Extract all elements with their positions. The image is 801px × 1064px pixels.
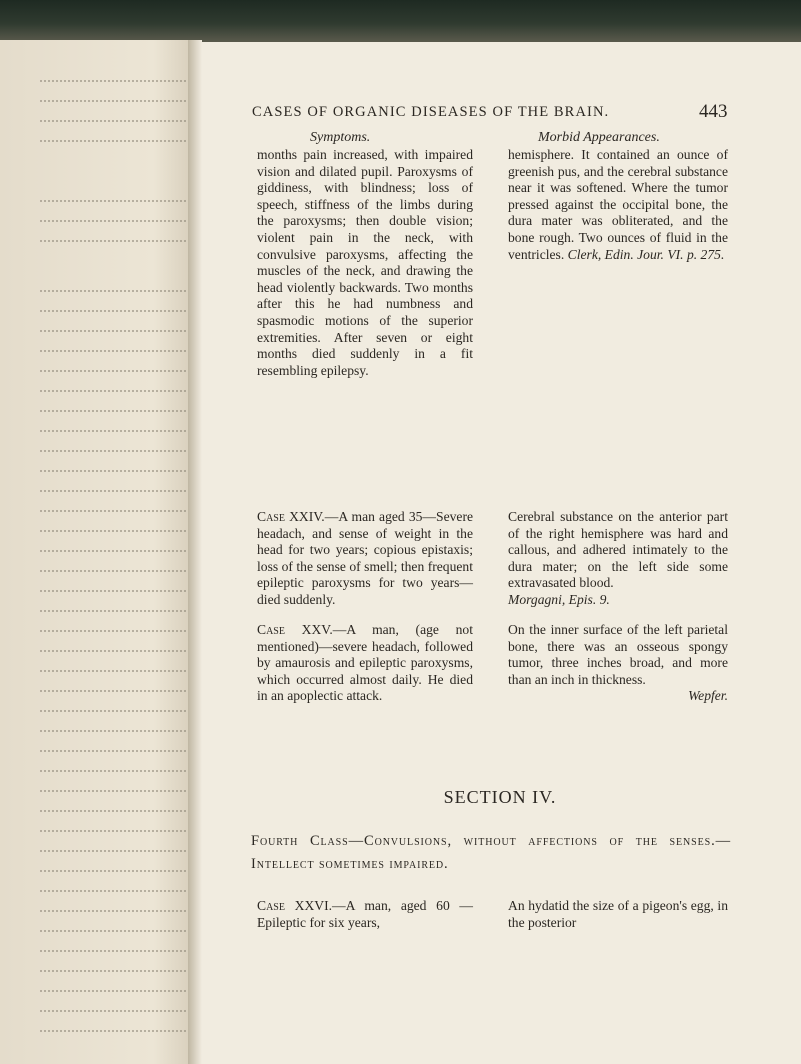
page-number: 443: [699, 101, 728, 122]
symptoms-heading: Symptoms.: [310, 130, 371, 145]
class-title: Fourth Class—Convulsions, without affections of the senses.—Intellect sometimes impaired.: [251, 833, 731, 872]
case-24-appearances: [508, 509, 728, 609]
case-26-symptoms: [257, 898, 473, 931]
citation-wepfer: Wepfer.: [688, 688, 728, 704]
case-26-symptoms-text: —A man, aged 60 — Epileptic for six years,: [257, 898, 474, 930]
case-25-label: Case XXV.: [257, 622, 333, 637]
citation-morgagni: Morgagni, Epis. 9.: [508, 591, 610, 607]
page-gutter: [188, 40, 202, 1064]
case-24-symptoms-text: —A man aged 35—Severe headach, and sense of weight in the head for two years; copious epistaxis; loss of the sense of smell; then frequent epileptic paroxysms for two years—died suddenly.: [257, 509, 474, 607]
case-24-symptoms: [257, 509, 473, 609]
case-26-label: Case XXVI.: [257, 898, 333, 913]
case-25-appearances-text: On the inner surface of the left parietal bone, there was an osseous spongy tumor, three inches broad, and more than an inch in thickness.: [508, 622, 728, 687]
case-24-appearances-text: Cerebral substance on the anterior part of the right hemisphere was hard and callous, and adhered intimately to the dura mater; on the left side some extravasated blood.: [508, 509, 728, 591]
appearances-text-1-body: hemisphere. It contained an ounce of greenish pus, and the cerebral substance near it was softened. Where the tumor pressed against the occipital bone, the dura mater was obliterated, and the bone rough. Two ounces of fluid in the ventricles.: [508, 147, 728, 262]
section-title: SECTION IV.: [443, 787, 557, 807]
morbid-appearances-heading: Morbid Appearances.: [538, 130, 660, 145]
running-head: CASES OF ORGANIC DISEASES OF THE BRAIN.: [252, 104, 610, 120]
symptoms-text-1: months pain increased, with impaired vision and dilated pupil. Paroxysms of giddiness, with blindness; loss of speech, stiffness of the limbs during the paroxysms; then double vision; violent pain in the neck, with convulsive paroxysms, affecting the muscles of the neck, and drawing the head violently backwards. Two months after this he had numbness and spasmodic motions of the superior extremities. After seven or eight months died suddenly in a fit resembling epilepsy.: [257, 147, 473, 378]
case-25-appearances: [508, 622, 728, 705]
binding-strip: [0, 0, 801, 42]
case-25-symptoms-text: —A man, (age not mentioned)—severe headach, followed by amaurosis and epileptic paroxysms, which occurred almost daily. He died in an apoplectic attack.: [257, 622, 473, 704]
citation-clerk: Clerk, Edin. Jour. VI. p. 275.: [567, 246, 725, 262]
appearances-text-1: [508, 147, 728, 263]
case-24-label: Case XXIV.: [257, 509, 325, 524]
case-25-symptoms: [257, 622, 473, 705]
case-26-appearances: An hydatid the size of a pigeon's egg, in the posterior: [508, 898, 728, 930]
previous-page-edge: [0, 40, 192, 1064]
